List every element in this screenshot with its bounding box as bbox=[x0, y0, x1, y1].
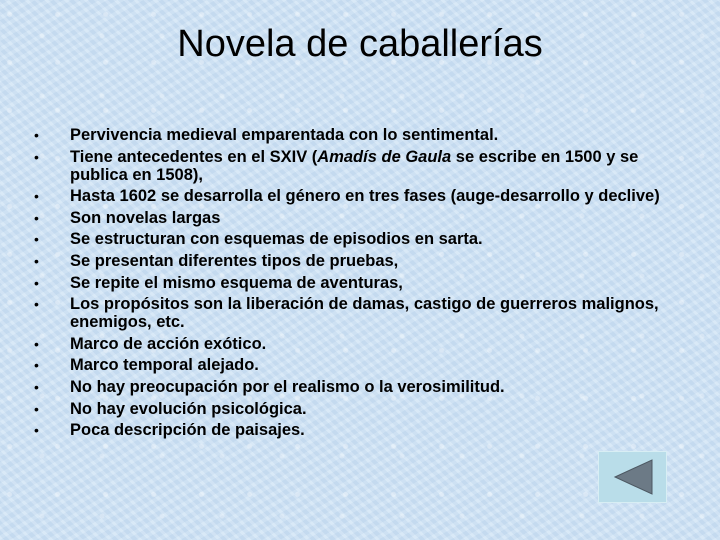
bullet-marker: • bbox=[34, 357, 39, 374]
list-item bbox=[34, 187, 674, 205]
slide-title: Novela de caballerías bbox=[177, 23, 543, 65]
bullet-marker: • bbox=[34, 274, 39, 291]
bullet-text: Pervivencia medieval emparentada con lo sentimental. bbox=[70, 126, 499, 144]
bullet-list bbox=[34, 126, 674, 443]
list-item bbox=[34, 274, 674, 292]
back-button[interactable] bbox=[598, 451, 667, 503]
bullet-marker: • bbox=[34, 252, 39, 269]
bullet-marker: • bbox=[34, 127, 39, 143]
bullet-text: Los propósitos son la liberación de damas, castigo de guerreros malignos, enemigos, etc. bbox=[70, 295, 659, 332]
bullet-text: No hay evolución psicológica. bbox=[70, 399, 307, 418]
bullet-text: No hay preocupación por el realismo o la verosimilitud. bbox=[70, 377, 505, 396]
bullet-marker: • bbox=[34, 378, 39, 395]
bullet-marker: • bbox=[34, 231, 39, 248]
bullet-text: Se estructuran con esquemas de episodios en sarta. bbox=[70, 230, 483, 249]
bullet-text: Poca descripción de paisajes. bbox=[70, 421, 305, 440]
book-title: Amadís de Gaula bbox=[317, 147, 452, 166]
bullet-text: Hasta 1602 se desarrolla el género en tres fases (auge-desarrollo y declive) bbox=[70, 187, 660, 206]
bullet-marker: • bbox=[34, 209, 39, 226]
list-item bbox=[34, 335, 674, 353]
bullet-marker: • bbox=[34, 400, 39, 417]
list-item bbox=[34, 252, 674, 270]
bullet-marker: • bbox=[34, 422, 39, 439]
list-item bbox=[34, 209, 674, 227]
bullet-marker: • bbox=[34, 335, 39, 352]
bullet-marker: • bbox=[34, 188, 39, 205]
bullet-text: Se repite el mismo esquema de aventuras, bbox=[70, 273, 403, 292]
list-item bbox=[34, 148, 674, 184]
bullet-text: Son novelas largas bbox=[70, 208, 221, 227]
bullet-text: Marco temporal alejado. bbox=[70, 356, 259, 375]
list-item bbox=[34, 400, 674, 418]
bullet-text-post: se escribe en 1500 y se publica en 1508), bbox=[70, 147, 639, 184]
bullet-text: Se presentan diferentes tipos de pruebas, bbox=[70, 251, 399, 270]
list-item bbox=[34, 356, 674, 374]
bullet-text bbox=[70, 148, 638, 184]
list-item bbox=[34, 230, 674, 248]
list-item bbox=[34, 421, 674, 439]
bullet-marker: • bbox=[34, 148, 39, 165]
bullet-marker: • bbox=[34, 296, 39, 313]
bullet-text-pre: Tiene antecedentes en el SXIV ( bbox=[70, 147, 318, 166]
bullet-text: Marco de acción exótico. bbox=[70, 334, 267, 353]
list-item bbox=[34, 378, 674, 396]
list-item bbox=[34, 295, 674, 331]
list-item bbox=[34, 126, 674, 144]
back-triangle-icon bbox=[599, 452, 666, 502]
